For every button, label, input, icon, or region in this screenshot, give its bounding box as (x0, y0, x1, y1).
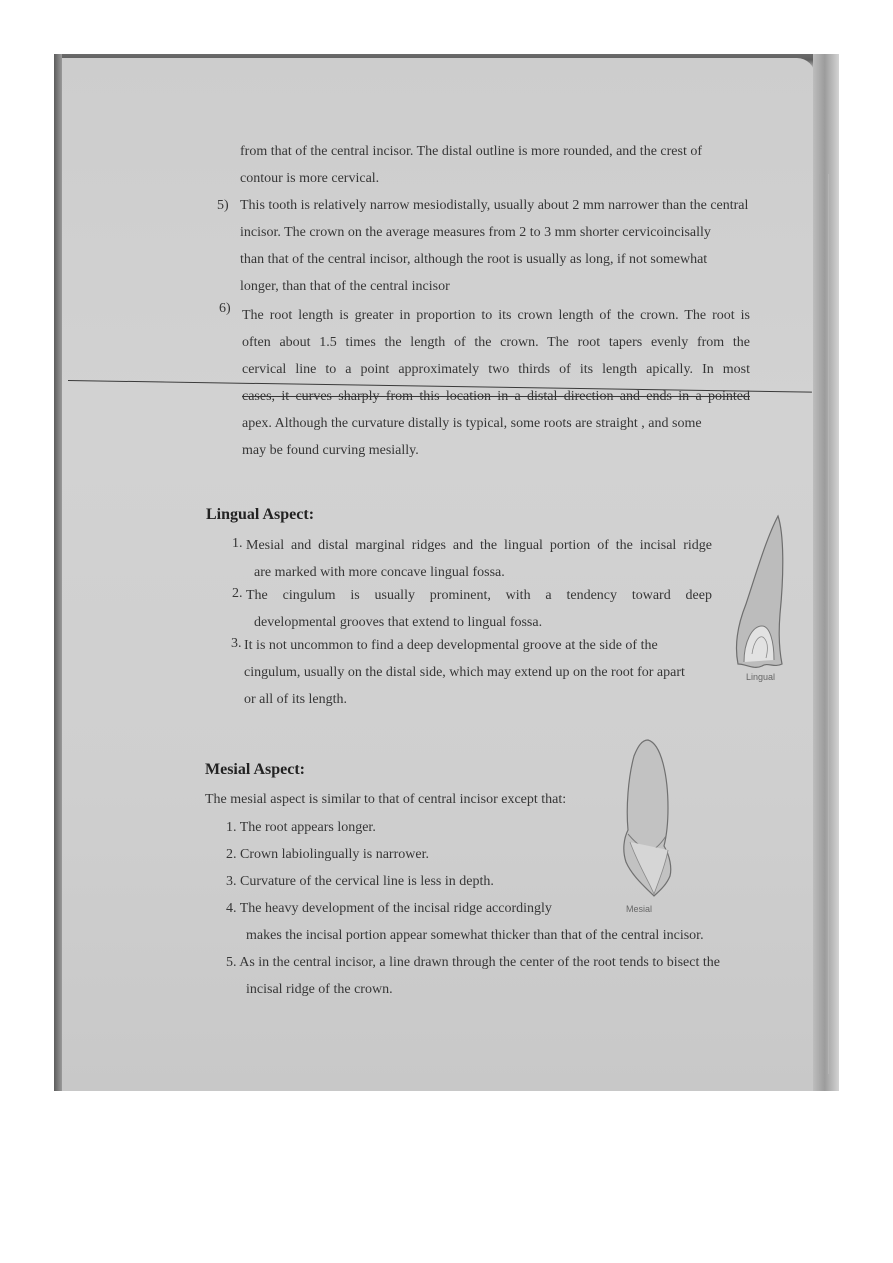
text-line: It is not uncommon to find a deep developmental groove at the side of the (244, 638, 658, 653)
text-line: are marked with more concave lingual fossa. (254, 565, 505, 580)
text-line: Curvature of the cervical line is less in depth. (240, 874, 494, 889)
stacked-page-edges (819, 174, 829, 1074)
text-line: makes the incisal portion appear somewhat thicker than that of the central incisor. (246, 928, 704, 943)
mesial-intro: The mesial aspect is similar to that of central incisor except that: (205, 792, 567, 807)
text-line: than that of the central incisor, although the root is usually as long, if not somewhat (240, 252, 708, 267)
mesial-heading: Mesial Aspect: (205, 761, 305, 778)
lingual-tooth-illustration (734, 514, 786, 672)
lingual-item-3 (244, 632, 685, 713)
list-marker: 3. (231, 636, 242, 651)
mesial-item-5 (226, 949, 720, 976)
text-line: longer, than that of the central incisor (240, 279, 450, 294)
text-line: incisor. The crown on the average measures from 2 to 3 mm shorter cervicoincisally (240, 225, 711, 240)
text-line: often about 1.5 times the length of the crown. The root tapers evenly from the (242, 335, 750, 350)
lingual-figure-caption: Lingual (746, 672, 776, 682)
text-line: apex. Although the curvature distally is typical, some roots are straight , and some (242, 416, 702, 431)
photographed-page (54, 54, 839, 1091)
text-line: from that of the central incisor. The distal outline is more rounded, and the crest of (240, 144, 702, 159)
text-line: contour is more cervical. (240, 171, 380, 186)
text-line: The cingulum is usually prominent, with a tendency toward deep (246, 588, 712, 603)
text-line: As in the central incisor, a line drawn through the center of the root tends to bisect the (239, 955, 720, 970)
list-marker: 1. (226, 820, 237, 835)
text-line: The root length is greater in proportion to its crown length of the crown. The root is (242, 308, 750, 323)
continuation-paragraph (240, 138, 760, 192)
page-left-edge (54, 54, 62, 1091)
text-line: cingulum, usually on the distal side, which may extend up on the root for apart (244, 665, 685, 680)
lingual-item-1 (246, 532, 712, 586)
list-marker: 2. (226, 847, 237, 862)
text-line: Crown labiolingually is narrower. (240, 847, 429, 862)
list-marker: 3. (226, 874, 237, 889)
text-line: or all of its length. (244, 692, 348, 707)
text-line: The heavy development of the incisal ridge accordingly (239, 901, 552, 916)
list-marker: 6) (219, 301, 231, 316)
mesial-tooth-illustration (620, 738, 676, 898)
list-marker: 4. (226, 901, 237, 916)
text-line: Mesial and distal marginal ridges and the lingual portion of the incisal ridge (246, 538, 712, 553)
text-line: developmental grooves that extend to lingual fossa. (254, 615, 543, 630)
list-marker: 5) (217, 198, 229, 213)
text-line: may be found curving mesially. (242, 443, 419, 458)
lingual-heading: Lingual Aspect: (206, 506, 315, 523)
text-line: cervical line to a point approximately two thirds of its length apically. In most (242, 362, 750, 377)
list-marker: 2. (232, 586, 243, 601)
text-line: incisal ridge of the crown. (246, 982, 393, 997)
text-line: The root appears longer. (239, 820, 376, 835)
text-line: This tooth is relatively narrow mesiodistally, usually about 2 mm narrower than the central (240, 198, 749, 213)
list-item-5 (240, 192, 748, 300)
struck-text-line: cases, it curves sharply from this location in a distal direction and ends in a pointed (242, 389, 750, 404)
lingual-item-2 (246, 582, 712, 636)
mesial-figure-caption: Mesial (626, 904, 653, 914)
list-marker: 1. (232, 536, 243, 551)
list-marker: 5. (226, 955, 237, 970)
